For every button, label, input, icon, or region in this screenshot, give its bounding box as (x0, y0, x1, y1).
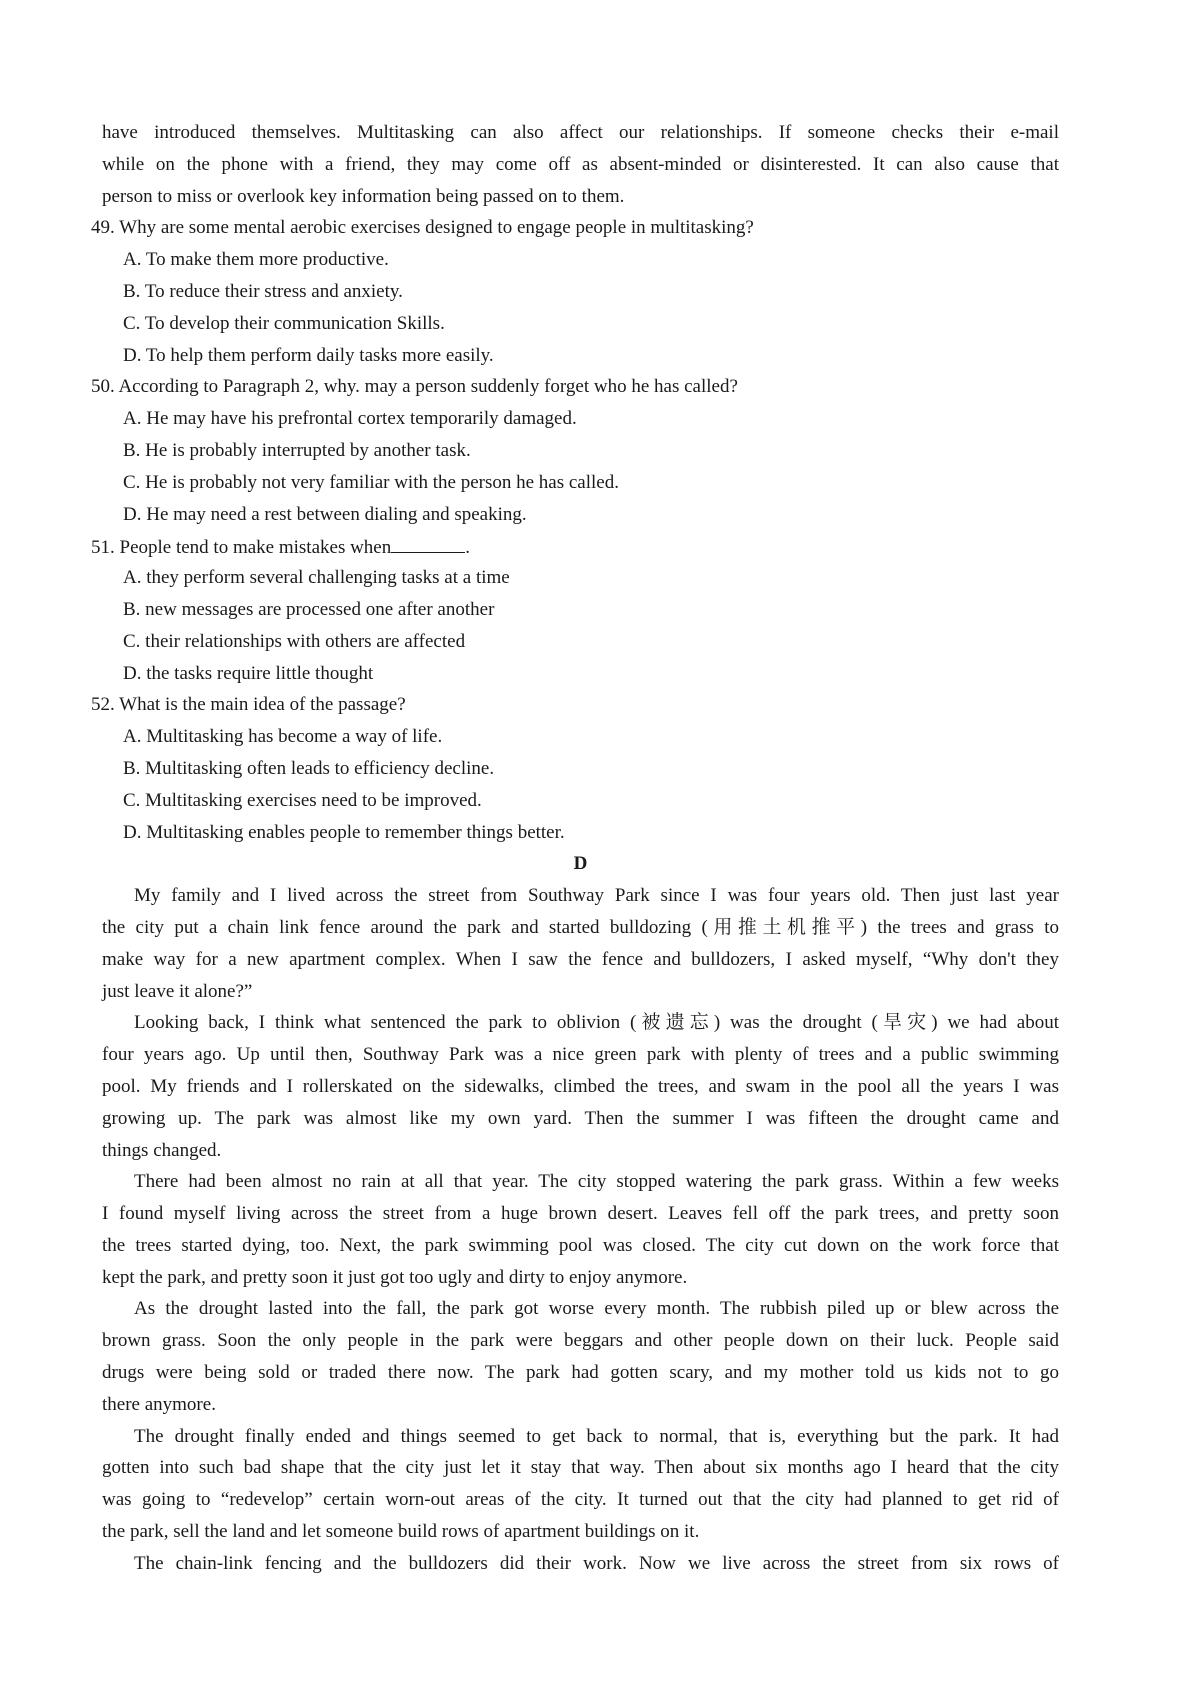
paragraph-line: just leave it alone?” (102, 980, 253, 1002)
question-stem: 49. Why are some mental aerobic exercises designed to engage people in multitasking? (91, 217, 754, 239)
paragraph-line: The drought finally ended and things seemed to get back to normal, that is, everything but the park. It had (134, 1425, 1059, 1447)
page-content (91, 117, 1059, 1580)
paragraph-line: while on the phone with a friend, they may come off as absent-minded or disinterested. It can also cause that (102, 153, 1059, 175)
paragraph-line: pool. My friends and I rollerskated on the sidewalks, climbed the trees, and swam in the pool all the years I was (102, 1075, 1059, 1097)
answer-option-a: A. He may have his prefrontal cortex temporarily damaged. (123, 408, 577, 430)
answer-option-d: D. He may need a rest between dialing and speaking. (123, 503, 527, 525)
paragraph-line: gotten into such bad shape that the city just let it stay that way. Then about six months ago I heard that the city (102, 1457, 1059, 1479)
paragraph-line: My family and I lived across the street from Southway Park since I was four years old. Then just last year (134, 885, 1059, 907)
answer-option-a: A. To make them more productive. (123, 249, 389, 271)
answer-option-b: B. new messages are processed one after another (123, 598, 495, 620)
paragraph-line: I found myself living across the street from a huge brown desert. Leaves fell off the park trees, and pretty soon (102, 1203, 1059, 1225)
question-49 (91, 212, 1059, 371)
answer-option-b: B. To reduce their stress and anxiety. (123, 280, 403, 302)
answer-option-c: C. their relationships with others are affected (123, 630, 466, 652)
answer-option-a: A. they perform several challenging tasks at a time (123, 567, 510, 589)
section-d-paragraph-2 (102, 1007, 1059, 1166)
paragraph-line: the trees started dying, too. Next, the park swimming pool was closed. The city cut down on the work force that (102, 1234, 1059, 1256)
section-d-paragraph-3 (102, 1166, 1059, 1293)
question-stem: 52. What is the main idea of the passage? (91, 694, 406, 716)
passage-c-ending (102, 117, 1059, 212)
answer-option-b: B. He is probably interrupted by another task. (123, 439, 471, 461)
question-stem: 50. According to Paragraph 2, why. may a person suddenly forget who he has called? (91, 376, 738, 398)
question-52 (91, 689, 1059, 848)
paragraph-line: drugs were being sold or traded there now. The park had gotten scary, and my mother told us kids not to go (102, 1362, 1059, 1384)
paragraph-line: There had been almost no rain at all that year. The city stopped watering the park grass. Within a few weeks (134, 1171, 1059, 1193)
answer-blank (391, 530, 465, 553)
question-50 (91, 371, 1059, 530)
paragraph-line: the park, sell the land and let someone build rows of apartment buildings on it. (102, 1521, 700, 1543)
section-d-paragraph-6 (102, 1548, 1059, 1580)
paragraph-line: was going to “redevelop” certain worn-out areas of the city. It turned out that the city had planned to get rid of (102, 1489, 1059, 1511)
section-d-paragraph-5 (102, 1421, 1059, 1548)
question-51 (91, 530, 1059, 689)
answer-option-c: C. To develop their communication Skills. (123, 312, 445, 334)
answer-option-a: A. Multitasking has become a way of life. (123, 726, 443, 748)
question-stem-end: . (465, 537, 470, 559)
paragraph-line: The chain-link fencing and the bulldozers did their work. Now we live across the street from six rows of (134, 1552, 1059, 1574)
answer-option-b: B. Multitasking often leads to efficiency decline. (123, 757, 495, 779)
paragraph-line: make way for a new apartment complex. When I saw the fence and bulldozers, I asked myself, “Why don't they (102, 948, 1059, 970)
answer-option-d: D. Multitasking enables people to remember things better. (123, 821, 565, 843)
paragraph-line: brown grass. Soon the only people in the park were beggars and other people down on their luck. People said (102, 1330, 1059, 1352)
question-stem: 51. People tend to make mistakes when (91, 537, 392, 559)
answer-option-c: C. He is probably not very familiar with the person he has called. (123, 471, 619, 493)
paragraph-line: the city put a chain link fence around the park and started bulldozing (用推土机推平) the trees and grass to (102, 916, 1059, 938)
section-d-paragraph-4 (102, 1293, 1059, 1420)
answer-option-d: D. the tasks require little thought (123, 662, 374, 684)
paragraph-line: As the drought lasted into the fall, the park got worse every month. The rubbish piled up or blew across the (134, 1298, 1059, 1320)
paragraph-line: growing up. The park was almost like my own yard. Then the summer I was fifteen the drought came and (102, 1107, 1059, 1129)
section-d-paragraph-1 (102, 880, 1059, 1007)
paragraph-line: kept the park, and pretty soon it just got too ugly and dirty to enjoy anymore. (102, 1266, 688, 1288)
paragraph-line: have introduced themselves. Multitasking can also affect our relationships. If someone checks their e-mail (102, 122, 1059, 143)
question-stem-line (91, 530, 1059, 562)
paragraph-line: four years ago. Up until then, Southway Park was a nice green park with plenty of trees and a public swimming (102, 1044, 1059, 1066)
section-heading: D (573, 853, 588, 875)
paragraph-line: things changed. (102, 1139, 222, 1161)
answer-option-d: D. To help them perform daily tasks more easily. (123, 344, 494, 366)
paragraph-line: person to miss or overlook key information being passed on to them. (102, 185, 625, 207)
answer-option-c: C. Multitasking exercises need to be improved. (123, 789, 482, 811)
paragraph-line: Looking back, I think what sentenced the park to oblivion (被遗忘) was the drought (旱灾) we had about (134, 1012, 1059, 1034)
paragraph-line: there anymore. (102, 1393, 216, 1415)
